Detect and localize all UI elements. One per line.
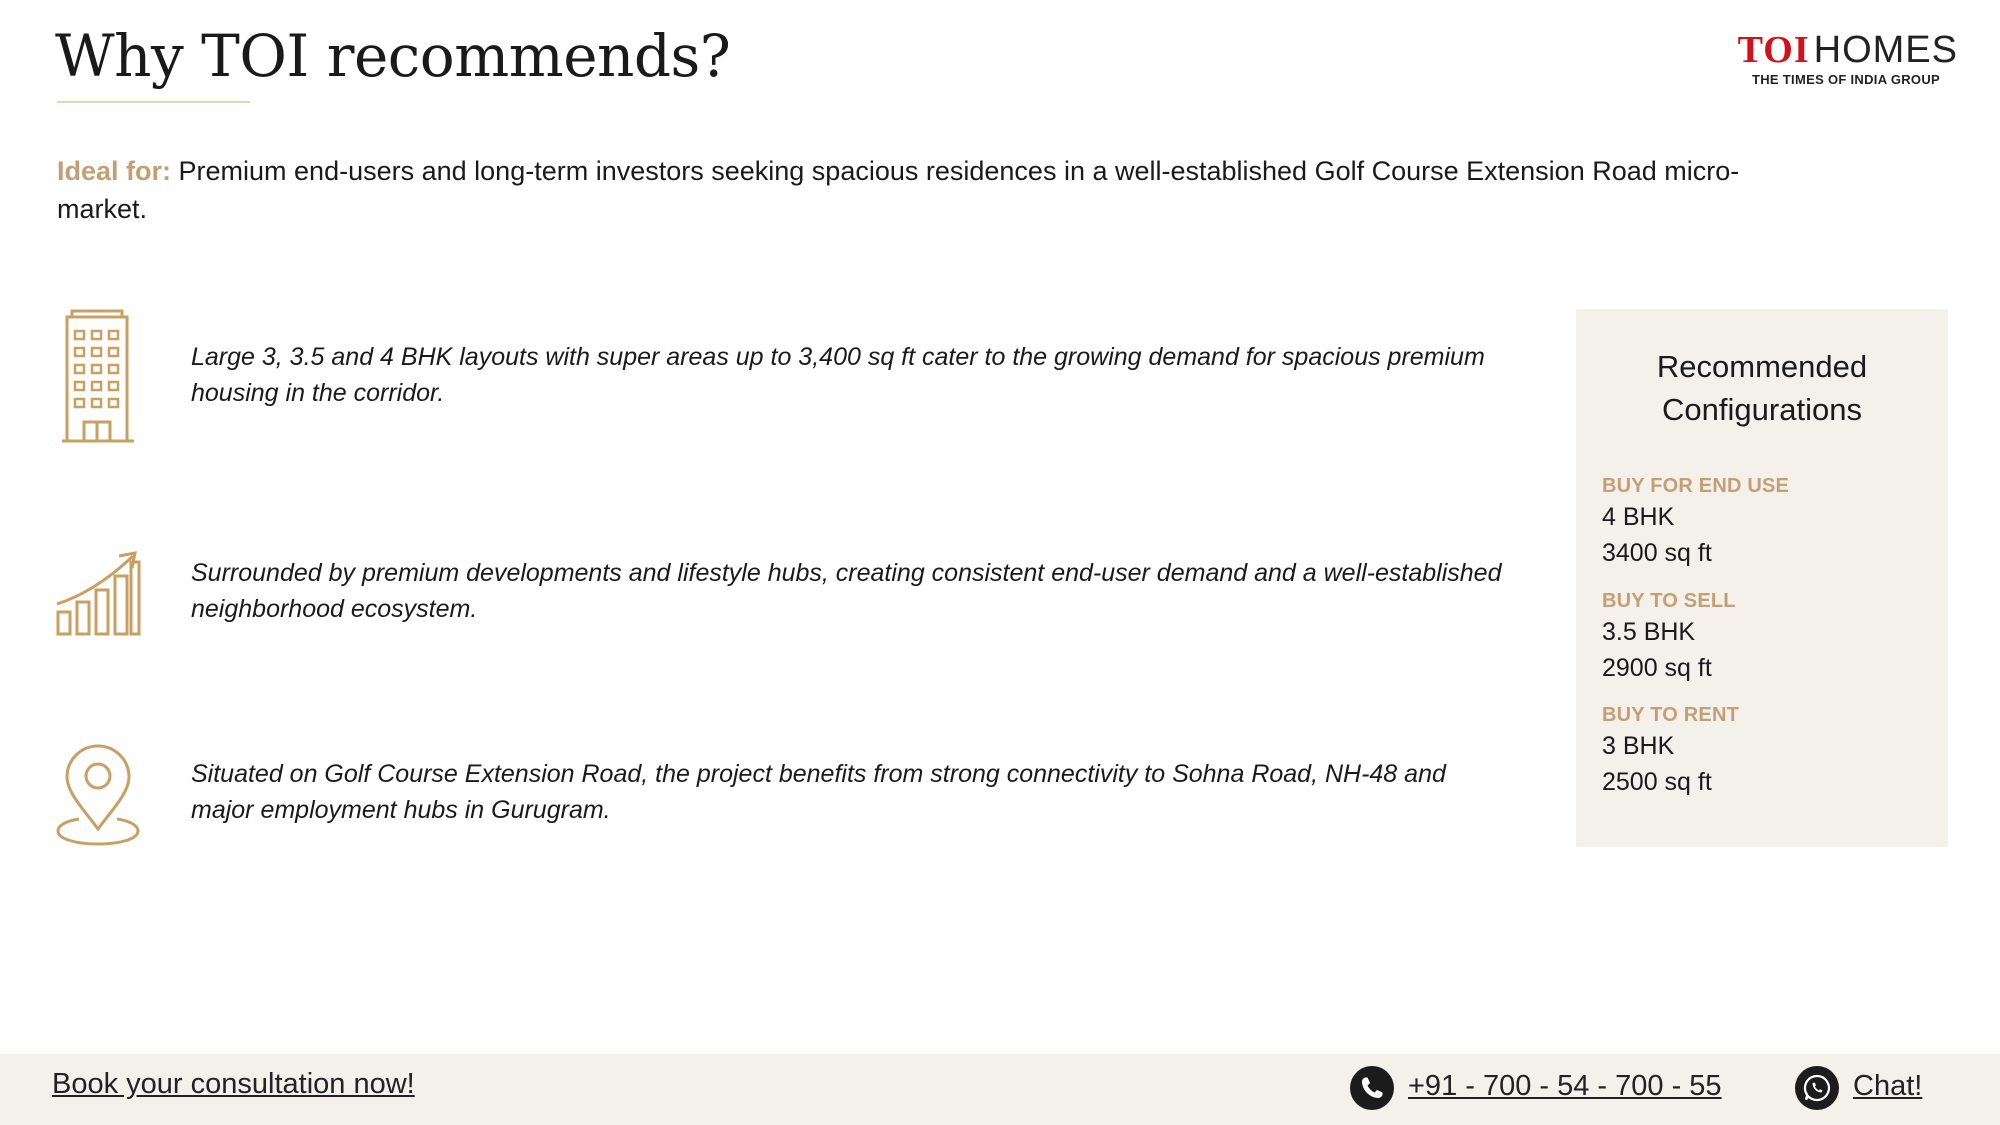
config-label: BUY FOR END USE bbox=[1602, 475, 1790, 497]
phone-number-link[interactable]: +91 - 700 - 54 - 700 - 55 bbox=[1408, 1070, 1722, 1102]
config-area: 2500 sq ft bbox=[1602, 768, 1712, 796]
whatsapp-icon[interactable] bbox=[1795, 1066, 1839, 1110]
page-title: Why TOI recommends? bbox=[55, 22, 731, 90]
footer-bar bbox=[0, 1054, 2000, 1125]
phone-icon[interactable] bbox=[1350, 1066, 1394, 1110]
feature-text-neighborhood: Surrounded by premium developments and lifestyle hubs, creating consistent end-user demand and a well-established neighborhood ecosystem. bbox=[191, 559, 1502, 623]
ideal-for-statement bbox=[57, 152, 1817, 228]
logo-name: HOMES bbox=[1813, 29, 1958, 71]
config-panel-title: Recommended Configurations bbox=[1656, 349, 1868, 427]
toi-homes-logo[interactable] bbox=[1708, 28, 1958, 92]
ideal-for-text: Premium end-users and long-term investors seeking spacious residences in a well-established Golf Course Extension Road micro-market. bbox=[57, 156, 1740, 224]
book-consultation-link[interactable]: Book your consultation now! bbox=[52, 1068, 415, 1100]
title-underline bbox=[57, 101, 250, 103]
chat-link[interactable]: Chat! bbox=[1853, 1070, 1923, 1102]
config-type: 3 BHK bbox=[1602, 732, 1675, 760]
logo-brand: TOI bbox=[1737, 29, 1810, 71]
building-icon bbox=[60, 308, 136, 446]
feature-text-connectivity: Situated on Golf Course Extension Road, the project benefits from strong connectivity to Sohna Road, NH-48 and major employment hubs in Gurugram. bbox=[191, 760, 1446, 824]
logo-tagline: THE TIMES OF INDIA GROUP bbox=[1752, 72, 1940, 87]
location-pin-icon bbox=[55, 743, 141, 847]
config-type: 3.5 BHK bbox=[1602, 618, 1696, 646]
feature-text-configurations: Large 3, 3.5 and 4 BHK layouts with super areas up to 3,400 sq ft cater to the growing demand for spacious premium housing in the corridor. bbox=[191, 343, 1485, 407]
ideal-for-label: Ideal for: bbox=[57, 156, 172, 186]
config-area: 3400 sq ft bbox=[1602, 539, 1712, 567]
config-label: BUY TO RENT bbox=[1602, 704, 1740, 726]
config-area: 2900 sq ft bbox=[1602, 654, 1712, 682]
config-type: 4 BHK bbox=[1602, 503, 1675, 531]
logo-wordmark bbox=[1738, 28, 1958, 72]
config-group-sell bbox=[1602, 588, 1736, 686]
config-group-rent bbox=[1602, 702, 1739, 800]
recommended-configurations-panel bbox=[1576, 309, 1948, 847]
config-group-end-use bbox=[1602, 473, 1789, 571]
config-label: BUY TO SELL bbox=[1602, 590, 1736, 612]
growth-chart-icon bbox=[55, 550, 143, 638]
